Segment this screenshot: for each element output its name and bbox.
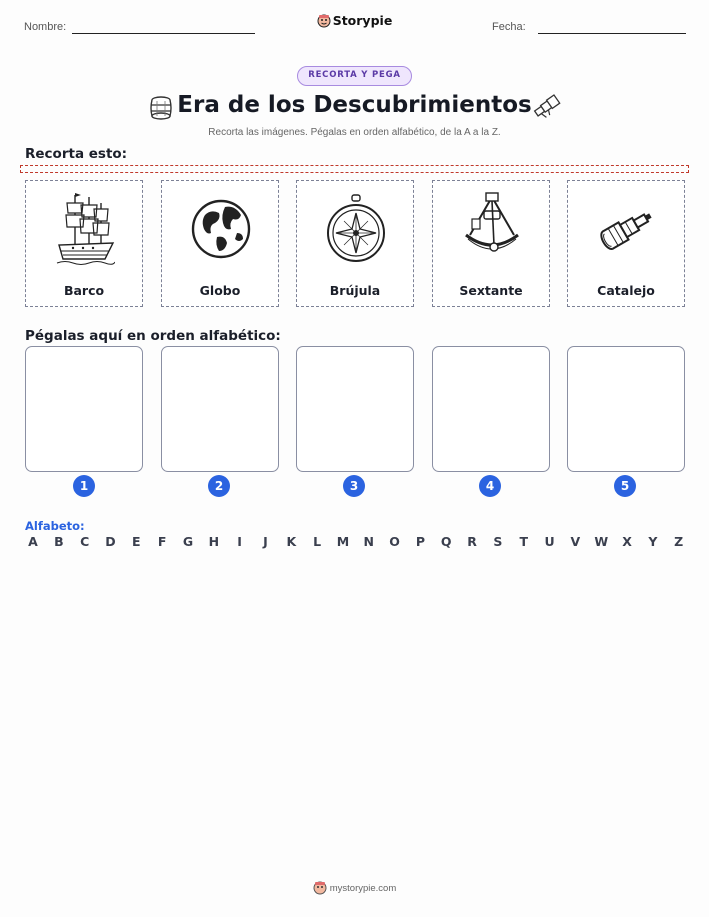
card-label-barco: Barco [63,283,105,298]
cut-card-barco[interactable] [25,180,143,307]
slot-number-1: 1 [73,475,95,497]
alphabet-letter: H [208,534,220,549]
sextant-icon [462,189,522,273]
alphabet-letter: B [54,534,64,549]
storypie-icon [317,14,331,28]
alphabet-letter: Q [440,534,452,549]
footer [0,881,709,895]
brand-name: Storypie [332,13,393,28]
cut-card-globo[interactable] [161,180,279,307]
slot-number-4: 4 [479,475,501,497]
slot-number-5: 5 [614,475,636,497]
telescope-icon [597,189,657,273]
alphabet-letter: N [363,534,374,549]
spyglass-icon [532,93,562,119]
name-field[interactable] [72,33,255,34]
alphabet-letter: K [286,534,297,549]
alphabet-letter: G [182,534,194,549]
alphabet-letter: X [622,534,632,549]
cut-card-brujula[interactable] [296,180,414,307]
instructions: Recorta las imágenes. Pégalas en orden alfabético, de la A a la Z. [208,127,501,138]
paste-slot-4[interactable] [432,346,550,472]
alphabet-letter: M [336,534,350,549]
cut-card-sextante[interactable] [432,180,550,307]
globe-icon [191,189,251,273]
compass-icon [326,189,386,273]
cut-heading: Recorta esto: [25,146,128,162]
paste-slot-5[interactable] [567,346,685,472]
brand-logo [0,13,709,28]
alphabet-letter: P [415,534,425,549]
storypie-icon [313,881,327,895]
alphabet-letter: Z [674,534,684,549]
paste-heading: Pégalas aquí en orden alfabético: [25,328,281,344]
alphabet-letter: L [313,534,322,549]
alphabet-letter: A [28,534,38,549]
alphabet-letter: V [570,534,581,549]
slot-number-2: 2 [208,475,230,497]
slot-number-3: 3 [343,475,365,497]
activity-badge: RECORTA Y PEGA [297,66,412,86]
card-label-sextante: Sextante [459,283,523,298]
paste-slot-1[interactable] [25,346,143,472]
card-label-globo: Globo [199,283,241,298]
cut-line [20,165,689,173]
footer-url[interactable]: mystorypie.com [329,883,397,894]
alphabet-row [26,534,686,549]
alphabet-letter: D [105,534,116,549]
alphabet-letter: O [389,534,400,549]
alphabet-letter: U [544,534,555,549]
alphabet-title: Alfabeto: [25,519,85,533]
alphabet-letter: I [237,534,242,549]
alphabet-letter: T [519,534,528,549]
alphabet-letter: F [157,534,167,549]
card-label-brujula: Brújula [329,283,381,298]
card-label-catalejo: Catalejo [597,283,655,298]
alphabet-letter: J [263,534,268,549]
paste-slot-2[interactable] [161,346,279,472]
alphabet-letter: W [594,534,609,549]
alphabet-letter: S [493,534,503,549]
page-title: Era de los Descubrimientos [177,92,532,118]
paste-slot-3[interactable] [296,346,414,472]
ship-icon [55,189,115,273]
cut-card-catalejo[interactable] [567,180,685,307]
date-field[interactable] [538,33,686,34]
alphabet-letter: R [467,534,477,549]
name-label: Nombre: [24,21,67,33]
alphabet-letter: Y [648,534,658,549]
date-label: Fecha: [492,21,526,33]
alphabet-letter: C [80,534,90,549]
alphabet-letter: E [132,534,141,549]
